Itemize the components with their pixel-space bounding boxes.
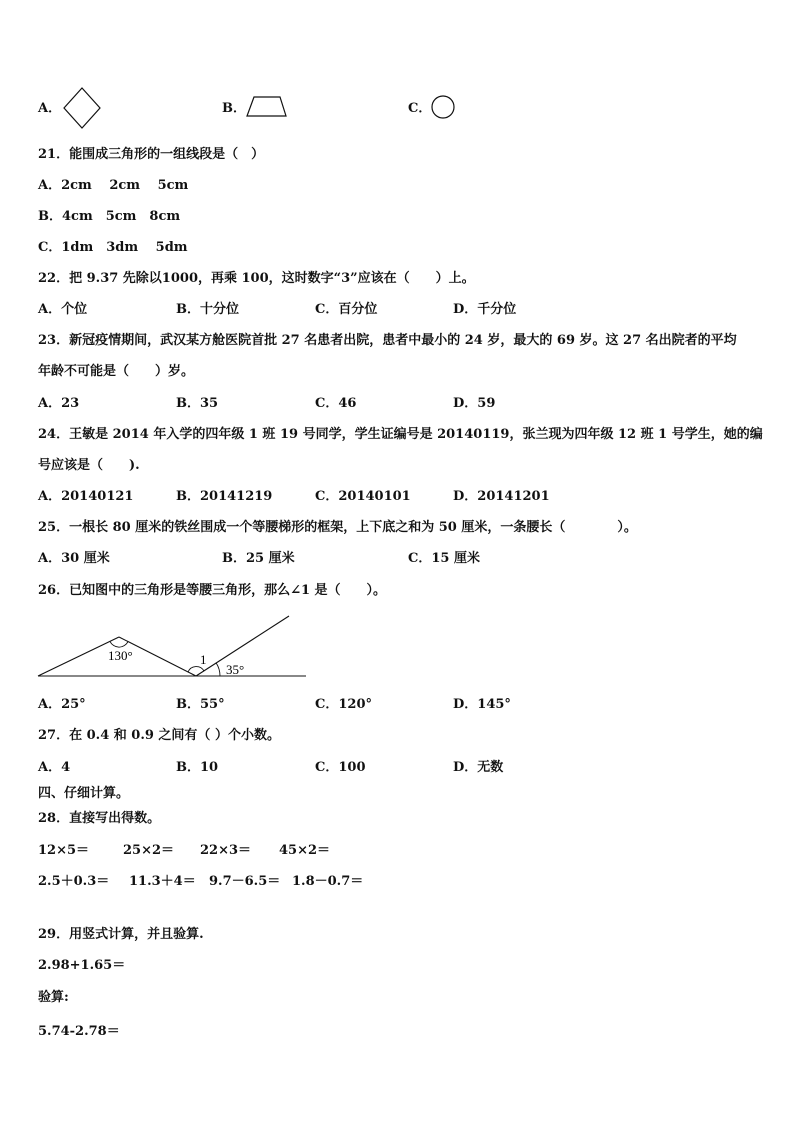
- q26-stem: 26．已知图中的三角形是等腰三角形，那么∠1 是（ ）。: [38, 583, 387, 598]
- q28-expr: 9.7－6.5＝: [209, 874, 281, 889]
- q26-option-d: D．145°: [453, 697, 511, 712]
- q24-options: [0, 489, 794, 505]
- q24-stem-line1: 24．王敏是 2014 年入学的四年级 1 班 19 号同学，学生证编号是 20140119，张兰现为四年级 12 班 1 号学生，她的编: [38, 427, 763, 442]
- angle-1-label: 1: [200, 652, 207, 667]
- q24-option-d: D．20141201: [453, 489, 550, 504]
- q25-stem: 25．一根长 80 厘米的铁丝围成一个等腰梯形的框架，上下底之和为 50 厘米，一条腰长（ ）。: [38, 520, 637, 535]
- q22-option-b: B．十分位: [176, 302, 239, 317]
- q26-option-a: A．25°: [38, 697, 86, 712]
- q28-row2: [0, 874, 794, 890]
- angle-35-label: 35°: [226, 662, 245, 677]
- q21-option-b: B．4cm 5cm 8cm: [38, 209, 181, 224]
- q21-option-a: A．2cm 2cm 5cm: [38, 178, 189, 193]
- q23-options: [0, 396, 794, 412]
- q25-option-a: A．30 厘米: [38, 551, 110, 566]
- q28-expr: 1.8－0.7＝: [292, 874, 364, 889]
- q23-stem-line2: 年龄不可能是（ ）岁。: [38, 364, 195, 379]
- q28-row1: [0, 843, 794, 859]
- angle-130-label: 130°: [108, 648, 133, 663]
- q25-option-b: B．25 厘米: [222, 551, 295, 566]
- q28-expr: 11.3＋4＝: [129, 874, 196, 889]
- q23-option-d: D．59: [453, 396, 496, 411]
- q24-option-c: C．20140101: [315, 489, 411, 504]
- q28-expr: 12×5＝: [38, 843, 90, 858]
- q28-expr: 25×2＝: [123, 843, 175, 858]
- q24-option-b: B．20141219: [176, 489, 273, 504]
- q22-stem: 22．把 9.37 先除以1000，再乘 100，这时数字“3”应该在（ ）上。: [38, 271, 475, 286]
- q28-expr: 2.5＋0.3＝: [38, 874, 110, 889]
- q25-options: [0, 551, 794, 567]
- q20-option-b-label: B．: [222, 101, 246, 116]
- q28-expr: 22×3＝: [200, 843, 252, 858]
- q27-option-c: C．100: [315, 760, 366, 775]
- q24-option-a: A．20140121: [38, 489, 134, 504]
- q29-check-label: 验算:: [38, 990, 69, 1005]
- section-heading: 四、仔细计算。: [38, 786, 130, 801]
- q20-option-c-label: C．: [408, 101, 432, 116]
- isosceles-triangle-figure: [36, 612, 311, 684]
- q20-option-a-label: A．: [38, 101, 62, 116]
- q29-expr-1: 2.98+1.65＝: [38, 958, 126, 973]
- trapezoid-shape: [246, 96, 288, 118]
- q29-stem: 29．用竖式计算，并且验算.: [38, 927, 204, 942]
- q23-option-c: C．46: [315, 396, 357, 411]
- q27-option-a: A．4: [38, 760, 71, 775]
- q27-options: [0, 760, 794, 776]
- rhombus-shape: [62, 87, 102, 129]
- circle-shape: [431, 95, 455, 119]
- q23-stem-line1: 23．新冠疫情期间，武汉某方舱医院首批 27 名患者出院，患者中最小的 24 岁，最大的 69 岁。这 27 名出院者的平均: [38, 333, 737, 348]
- q22-options: [0, 302, 794, 318]
- q22-option-a: A．个位: [38, 302, 88, 317]
- q21-option-c: C．1dm 3dm 5dm: [38, 240, 188, 255]
- q23-option-a: A．23: [38, 396, 80, 411]
- q22-option-c: C．百分位: [315, 302, 378, 317]
- q26-option-c: C．120°: [315, 697, 372, 712]
- q22-option-d: D．千分位: [453, 302, 517, 317]
- q23-option-b: B．35: [176, 396, 219, 411]
- q28-expr: 45×2＝: [279, 843, 331, 858]
- q21-stem: 21．能围成三角形的一组线段是（ ）: [38, 147, 265, 162]
- q28-stem: 28．直接写出得数。: [38, 811, 161, 826]
- q26-option-b: B．55°: [176, 697, 225, 712]
- q24-stem-line2: 号应该是（ ).: [38, 458, 140, 473]
- q29-expr-2: 5.74-2.78＝: [38, 1024, 120, 1039]
- q27-stem: 27．在 0.4 和 0.9 之间有（ ）个小数。: [38, 728, 280, 743]
- q26-options: [0, 697, 794, 713]
- q27-option-b: B．10: [176, 760, 219, 775]
- q27-option-d: D．无数: [453, 760, 504, 775]
- q25-option-c: C．15 厘米: [408, 551, 480, 566]
